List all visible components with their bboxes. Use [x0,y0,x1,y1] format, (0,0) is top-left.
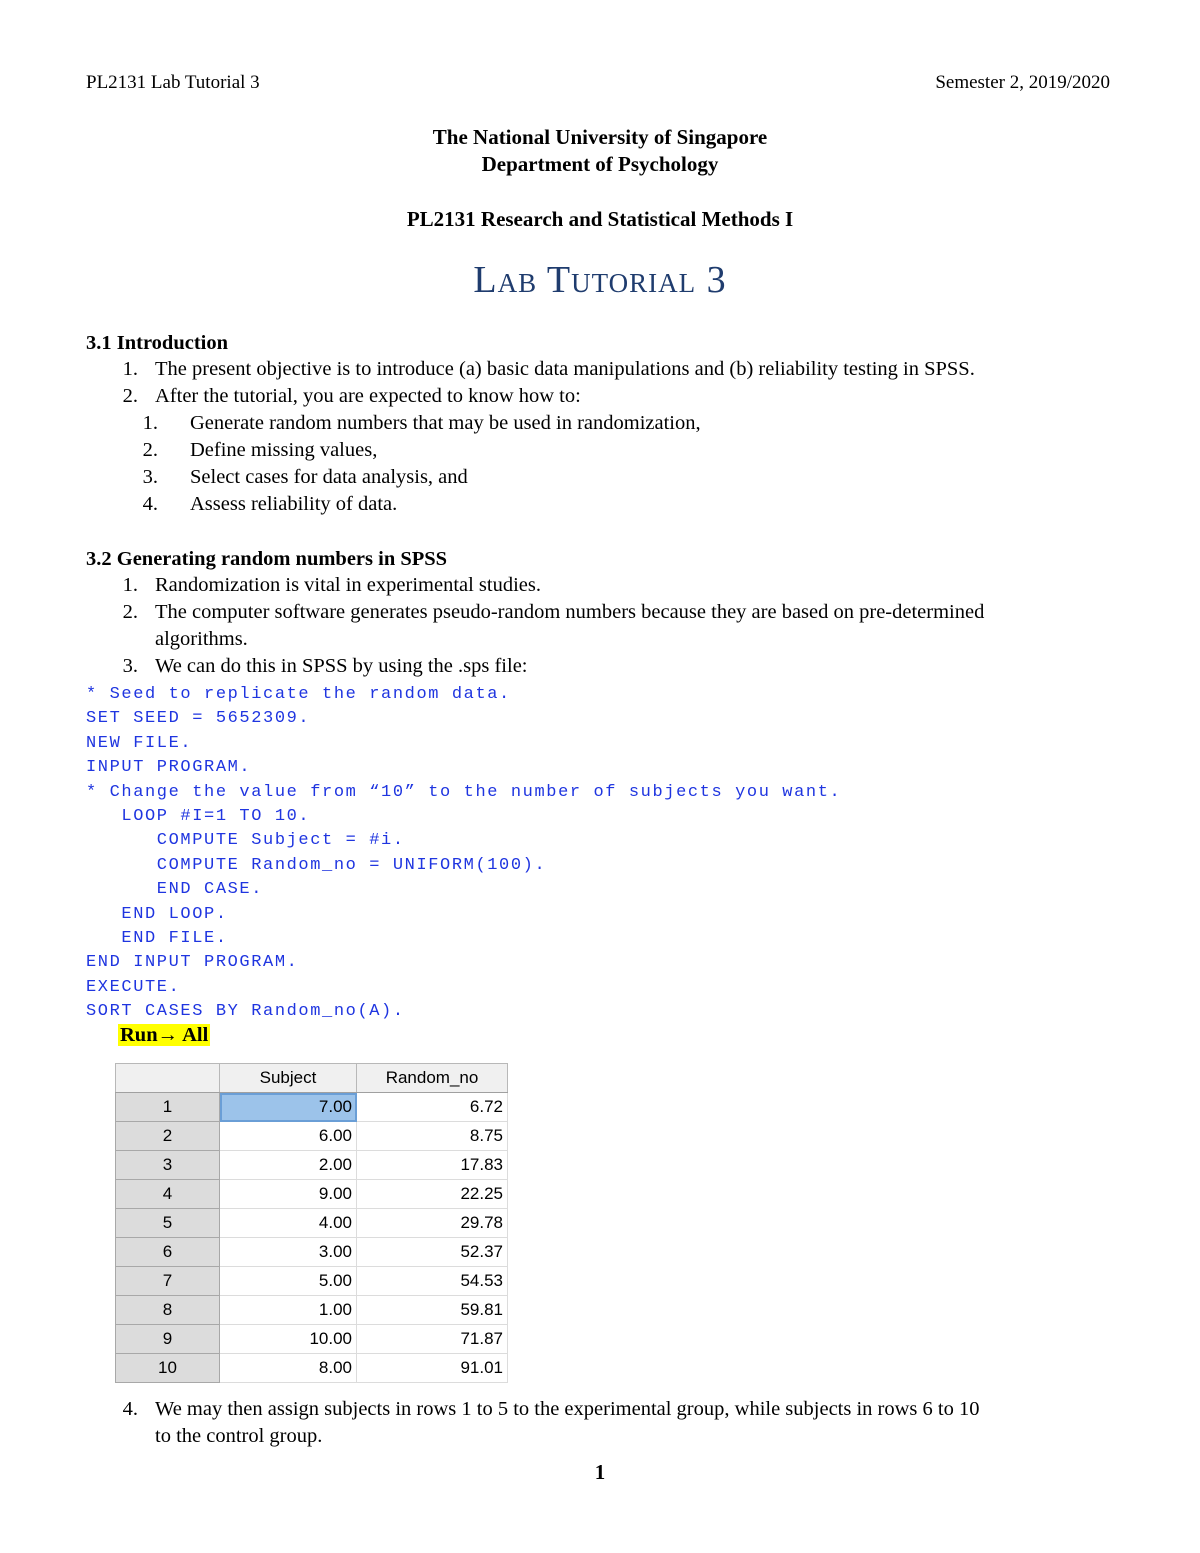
table-row [116,1354,508,1383]
cell-subject[interactable]: 7.00 [220,1093,357,1122]
department-name: Department of Psychology [481,152,719,176]
lab-title: Lab Tutorial 3 [473,259,727,301]
table-row [116,1151,508,1180]
code-line: * Change the value from “10” to the number of subjects you want. [86,782,842,802]
cell-subject[interactable]: 6.00 [220,1122,357,1151]
cell-random-no[interactable]: 52.37 [357,1238,508,1267]
list-number: 1. [142,412,158,434]
header-left: PL2131 Lab Tutorial 3 [86,72,260,93]
row-header[interactable]: 6 [116,1238,220,1267]
list-text: Assess reliability of data. [190,493,398,515]
list-number: 4. [122,1398,138,1420]
cell-random-no[interactable]: 22.25 [357,1180,508,1209]
row-header[interactable]: 9 [116,1325,220,1354]
row-header[interactable]: 8 [116,1296,220,1325]
list-number: 3. [122,655,138,677]
code-line: LOOP #I=1 TO 10. [86,807,311,827]
cell-random-no[interactable]: 29.78 [357,1209,508,1238]
row-header[interactable]: 10 [116,1354,220,1383]
cell-random-no[interactable]: 54.53 [357,1267,508,1296]
code-line: SET SEED = 5652309. [86,709,311,729]
row-header[interactable]: 1 [116,1093,220,1122]
cell-random-no[interactable]: 71.87 [357,1325,508,1354]
code-line: * Seed to replicate the random data. [86,685,511,704]
course-title: PL2131 Research and Statistical Methods I [406,207,794,231]
list-text: We may then assign subjects in rows 1 to 5 to the experimental group, while subjects in rows 6 to 10 [155,1398,980,1420]
list-number: 1. [122,574,138,596]
code-line: COMPUTE Subject = #i. [86,831,405,851]
table-row [116,1296,508,1325]
cell-subject[interactable]: 10.00 [220,1325,357,1354]
section-heading-intro: 3.1 Introduction [86,332,229,354]
list-text: Define missing values, [190,439,378,461]
cell-random-no[interactable]: 8.75 [357,1122,508,1151]
university-name: The National University of Singapore [432,125,768,149]
header-right: Semester 2, 2019/2020 [935,72,1110,93]
spss-data-view-table [115,1063,508,1383]
cell-subject[interactable]: 8.00 [220,1354,357,1383]
code-line: END CASE. [86,880,264,900]
run-all-instruction [118,1024,210,1047]
list-number: 3. [142,466,158,488]
table-row [116,1267,508,1296]
row-header[interactable]: 7 [116,1267,220,1296]
list-text-continued: to the control group. [155,1425,323,1447]
table-row [116,1180,508,1209]
spss-syntax-block [86,683,841,1025]
code-line: SORT CASES BY Random_no(A). [86,1002,405,1022]
list-text: After the tutorial, you are expected to know how to: [155,385,581,407]
code-line: COMPUTE Random_no = UNIFORM(100). [86,855,547,875]
table-row [116,1325,508,1354]
section-heading-random: 3.2 Generating random numbers in SPSS [86,548,448,570]
list-text-continued: algorithms. [155,628,248,650]
list-text: The present objective is to introduce (a) basic data manipulations and (b) reliability testing in SPSS. [155,358,975,380]
code-line: INPUT PROGRAM. [86,758,252,778]
row-header[interactable]: 2 [116,1122,220,1151]
cell-subject[interactable]: 3.00 [220,1238,357,1267]
code-line: END FILE. [86,929,228,949]
code-line: END LOOP. [86,904,228,924]
list-number: 2. [142,439,158,461]
table-row [116,1122,508,1151]
column-header-random-no[interactable]: Random_no [357,1064,508,1093]
column-header-subject[interactable]: Subject [220,1064,357,1093]
cell-subject[interactable]: 2.00 [220,1151,357,1180]
list-text: Randomization is vital in experimental studies. [155,574,542,596]
row-header[interactable]: 3 [116,1151,220,1180]
table-row [116,1238,508,1267]
list-number: 4. [142,493,158,515]
cell-subject[interactable]: 5.00 [220,1267,357,1296]
row-header[interactable]: 4 [116,1180,220,1209]
list-text: Generate random numbers that may be used in randomization, [190,412,701,434]
cell-random-no[interactable]: 59.81 [357,1296,508,1325]
list-text: Select cases for data analysis, and [190,466,468,488]
row-header[interactable]: 5 [116,1209,220,1238]
list-number: 2. [122,385,138,407]
cell-subject[interactable]: 1.00 [220,1296,357,1325]
code-line: EXECUTE. [86,977,181,997]
cell-subject[interactable]: 9.00 [220,1180,357,1209]
page-number: 1 [594,1460,606,1484]
list-number: 1. [122,358,138,380]
table-corner [116,1064,220,1093]
list-text: We can do this in SPSS by using the .sps file: [155,655,528,677]
list-number: 2. [122,601,138,623]
code-line: END INPUT PROGRAM. [86,953,299,973]
code-line: NEW FILE. [86,733,193,753]
cell-random-no[interactable]: 17.83 [357,1151,508,1180]
list-text: The computer software generates pseudo-random numbers because they are based on pre-determined [155,601,985,623]
table-row [116,1209,508,1238]
cell-random-no[interactable]: 6.72 [357,1093,508,1122]
cell-random-no[interactable]: 91.01 [357,1354,508,1383]
cell-subject[interactable]: 4.00 [220,1209,357,1238]
table-row [116,1093,508,1122]
run-all-highlight: Run→ All [120,1024,209,1046]
